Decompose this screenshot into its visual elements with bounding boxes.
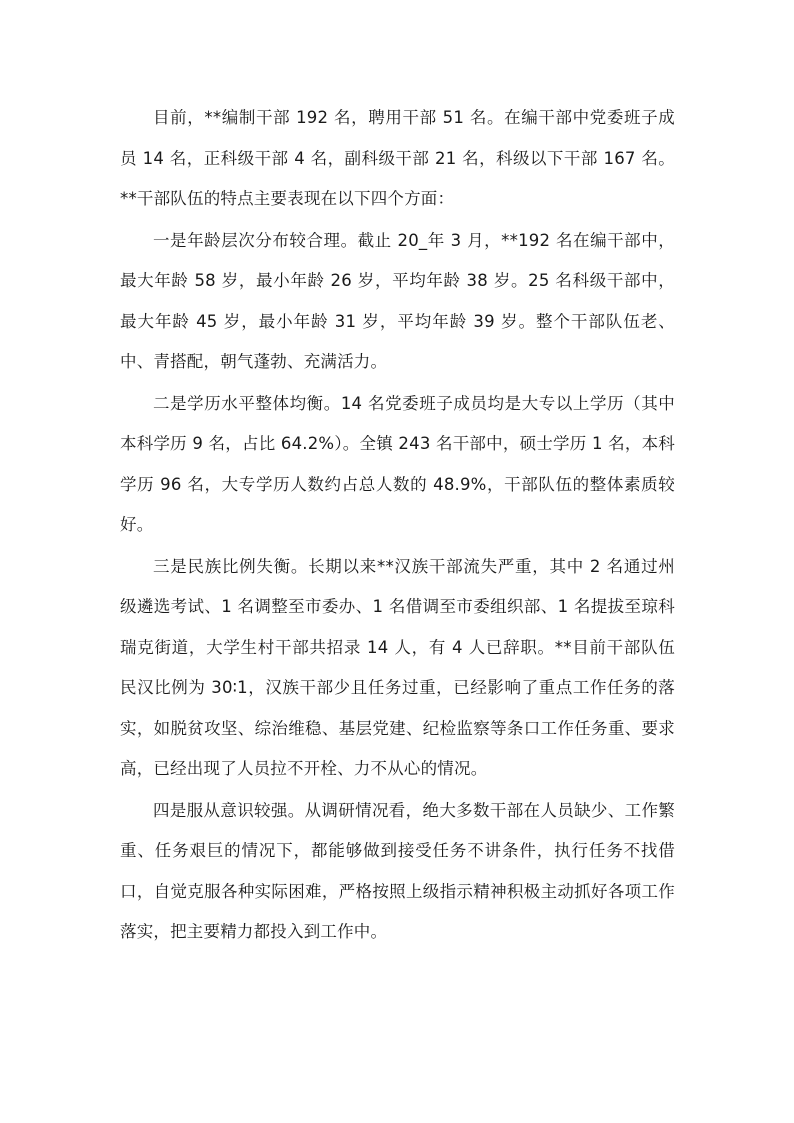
- paragraph-overview: 目前，**编制干部 192 名，聘用干部 51 名。在编干部中党委班子成员 14 名，正科级干部 4 名，副科级干部 21 名，科级以下干部 167 名。**干部队伍的特点主要表现在以下四个方面：: [120, 108, 675, 208]
- paragraph-education-level: 二是学历水平整体均衡。14 名党委班子成员均是大专以上学历（其中本科学历 9 名，占比 64.2%）。全镇 243 名干部中，硕士学历 1 名，本科学历 96 名，大专学历人数约占总人数的 48.9%，干部队伍的整体素质较好。: [120, 393, 675, 534]
- paragraph-ethnic-ratio: 三是民族比例失衡。长期以来**汉族干部流失严重，其中 2 名通过州级遴选考试、1 名调整至市委办、1 名借调至市委组织部、1 名提拔至琼科瑞克街道，大学生村干部共招录 14 人，有 4 人已辞职。**目前干部队伍民汉比例为 30∶1，汉族干部少且任务过重，已经影响了重点工作任务的落实，如脱贫攻坚、综治维稳、基层党建、纪检监察等条口工作任务重、要求高，已经出现了人员拉不开栓、力不从心的情况。: [120, 556, 675, 778]
- paragraph-obedience: 四是服从意识较强。从调研情况看，绝大多数干部在人员缺少、工作繁重、任务艰巨的情况下，都能够做到接受任务不讲条件，执行任务不找借口，自觉克服各种实际困难，严格按照上级指示精神积极主动抓好各项工作落实，把主要精力都投入到工作中。: [120, 800, 675, 941]
- document-body: [120, 98, 675, 953]
- paragraph-age-structure: 一是年龄层次分布较合理。截止 20_年 3 月，**192 名在编干部中，最大年龄 58 岁，最小年龄 26 岁，平均年龄 38 岁。25 名科级干部中，最大年龄 45 岁，最小年龄 31 岁，平均年龄 39 岁。整个干部队伍老、中、青搭配，朝气蓬勃、充满活力。: [120, 230, 675, 371]
